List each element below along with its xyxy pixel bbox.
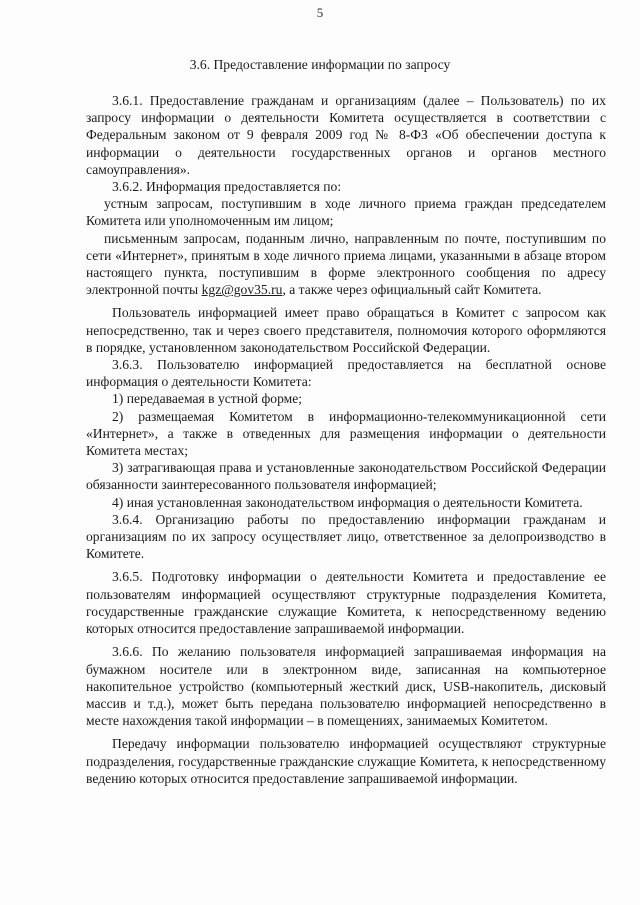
list-item-4: 4) иная установленная законодательством информация о деятельности Комитета.	[112, 494, 583, 510]
paragraph-3-6-3: 3.6.3. Пользователю информацией предоставляется на бесплатной основе информация о деятельности Комитета:	[86, 357, 606, 390]
paragraph-3-6-6: 3.6.6. По желанию пользователя информацией запрашиваемая информация на бумажном носителе или в электронном виде, записанная на компьютерное накопительное устройство (компьютерный жесткий диск, USB-накопитель, дисковый массив и т.д.), может быть передана пользователю информацией непосредственно в месте нахождения такой информации – в помещениях, занимаемых Комитетом.	[86, 644, 606, 729]
list-item-2: 2) размещаемая Комитетом в информационно-телекоммуникационной сети «Интернет», а также в отведенных для размещения информации о деятельности Комитета местах;	[86, 408, 606, 459]
paragraph-transfer: Передачу информации пользователю информацией осуществляют структурные подразделения, государственные гражданские служащие Комитета, к непосредственному ведению которых относится предоставление запрашиваемой информации.	[86, 736, 606, 786]
page-number: 5	[316, 5, 324, 20]
paragraph-3-6-4: 3.6.4. Организацию работы по предоставлению информации гражданам и организациям по их запросу осуществляет лицо, ответственное за делопроизводство в Комитете.	[86, 511, 606, 562]
paragraph-3-6-1: 3.6.1. Предоставление гражданам и организациям (далее – Пользователь) по их запросу информации о деятельности Комитета осуществляется в соответствии с Федеральным законом от 9 февраля 2009 год № 8-ФЗ «Об обеспечении доступа к информации о деятельности государственных органов и органов местного самоуправления».	[86, 93, 606, 177]
email-link[interactable]: kgz@gov35.ru	[201, 282, 283, 298]
section-title: 3.6. Предоставление информации по запросу	[189, 57, 451, 72]
written-requests-text: письменным запросам, поданным лично, направленным по почте, поступившим по сети «Интернет», принятым в ходе личного приема лицами, указанными в абзаце втором настоящего пункта, поступившим в форме электронного сообщения по адресу электронной почты	[86, 230, 606, 298]
paragraph-oral-requests: устным запросам, поступившим в ходе личного приема граждан председателем Комитета или уполномоченным им лицом;	[86, 196, 606, 229]
paragraph-written-requests	[86, 230, 606, 299]
paragraph-user-rights: Пользователь информацией имеет право обращаться в Комитет с запросом как непосредственно, так и через своего представителя, полномочия которого оформляются в порядке, установленном законодательством Российской Федерации.	[86, 305, 606, 355]
list-item-3: 3) затрагивающая права и установленные законодательством Российской Федерации обязанности заинтересованного пользователя информацией;	[86, 460, 606, 493]
paragraph-3-6-5: 3.6.5. Подготовку информации о деятельности Комитета и предоставление ее пользователям информацией осуществляют структурные подразделения Комитета, государственные гражданские служащие Комитета, к непосредственному ведению которых относится предоставление запрашиваемой информации.	[86, 569, 606, 637]
list-item-1: 1) передаваемая в устной форме;	[112, 391, 303, 407]
written-requests-tail: , а также через официальный сайт Комитета.	[282, 282, 542, 298]
document-body	[86, 92, 606, 787]
paragraph-3-6-2: 3.6.2. Информация предоставляется по:	[112, 179, 342, 195]
